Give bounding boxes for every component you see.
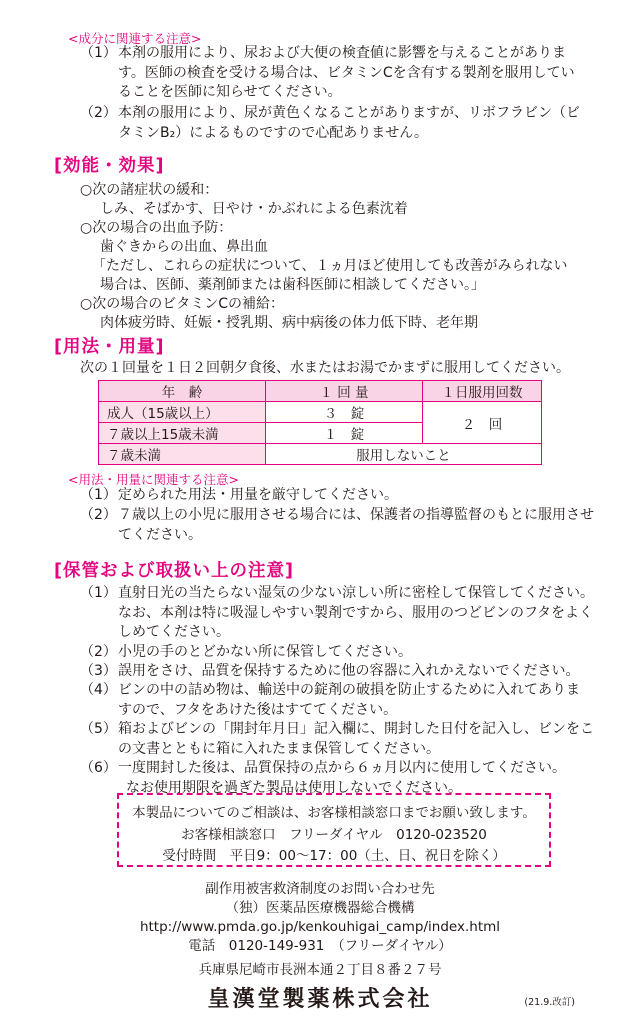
item-number: （4） — [80, 682, 117, 698]
efficacy-line: 場合は、医師、薬剤師または歯科医師に相談してください。」 — [100, 277, 485, 293]
item-number: （3） — [80, 663, 117, 679]
contact-box — [117, 793, 551, 867]
dosage-note-item-2 — [80, 506, 620, 546]
contact-line-2: お客様相談窓口 フリーダイヤル 0120-023520 — [181, 827, 487, 843]
contact-line-3: 受付時間 平日9：00〜17：00（土、日、祝日を除く） — [162, 848, 506, 864]
item-number: （2） — [80, 105, 117, 121]
relief-line-2: （独）医薬品医療機器総合機構 — [225, 900, 415, 916]
efficacy-line: 「ただし、これらの症状について、１ヵ月ほど使用しても改善がみられない — [92, 258, 568, 274]
item-number: （1） — [80, 487, 117, 503]
table-header-daily: １日服用回数 — [423, 381, 542, 402]
ingredient-note-item-1 — [80, 44, 620, 104]
table-cell-age: ７歳以上15歳未満 — [99, 423, 266, 444]
table-cell-dose: ３ 錠 — [266, 402, 423, 423]
dosage-note-item-1 — [80, 486, 620, 506]
table-header-dose: １ 回 量 — [266, 381, 423, 402]
contact-line-1: 本製品についてのご相談は、お客様相談窓口までお願い致します。 — [132, 805, 536, 821]
item-number: （1） — [80, 45, 117, 61]
efficacy-line: 歯ぐきからの出血、鼻出血 — [100, 239, 268, 255]
item-number: （2） — [80, 507, 117, 523]
item-line: の文書とともに箱に入れたまま保管してください。 — [118, 740, 440, 757]
item-line: ることを医師に知らせてください。 — [118, 84, 342, 100]
storage-item-2 — [80, 643, 620, 663]
company-address: 兵庫県尼崎市長洲本通２丁目８番２７号 — [198, 962, 442, 978]
relief-phone: 電話 0120-149-931 （フリーダイヤル） — [188, 938, 452, 954]
item-line: タミンB₂）によるものですので心配ありません。 — [118, 124, 429, 141]
ingredient-note-item-2 — [80, 104, 620, 144]
item-number: （5） — [80, 721, 117, 737]
dosage-note-title: <用法・用量に関連する注意> — [68, 472, 239, 487]
item-line: す。医師の検査を受ける場合は、ビタミンCを含有する製剤を服用してい — [118, 64, 575, 81]
table-cell-daily: ２ 回 — [423, 402, 542, 444]
storage-item-5 — [80, 720, 620, 760]
item-line: 箱およびビンの「開封年月日」記入欄に、開封した日付を記入し、ビンをこ — [118, 721, 594, 737]
efficacy-line: ○次の諸症状の緩和： — [80, 182, 219, 198]
efficacy-heading: [効能・効果] — [54, 156, 165, 176]
item-line: すので、フタをあけた後はすててください。 — [118, 701, 398, 718]
item-line: 一度開封した後は、品質保持の点から６ヵ月以内に使用してください。 — [118, 760, 566, 776]
item-line: ７歳以上の小児に服用させる場合には、保護者の指導監督のもとに服用させ — [118, 507, 594, 523]
item-line: しめてください。 — [118, 624, 230, 640]
table-header-age: 年 齢 — [99, 381, 266, 402]
item-number: （6） — [80, 760, 117, 776]
item-line: なお使用期限を過ぎた製品は使用しないでください。 — [126, 779, 462, 796]
table-cell-age: ７歳未満 — [99, 444, 266, 465]
company-name: 皇漢堂製薬株式会社 — [207, 987, 433, 1012]
efficacy-line: しみ、そばかす、日やけ・かぶれによる色素沈着 — [100, 201, 408, 217]
storage-item-1 — [80, 584, 620, 644]
item-line: 誤用をさけ、品質を保持するために他の容器に入れかえないでください。 — [118, 663, 580, 679]
relief-line-1: 副作用被害救済制度のお問い合わせ先 — [205, 881, 435, 897]
item-line: 定められた用法・用量を厳守してください。 — [118, 487, 398, 503]
table-cell-dose: １ 錠 — [266, 423, 423, 444]
efficacy-line: ○次の場合のビタミンCの補給： — [80, 296, 284, 312]
item-line: なお、本剤は特に吸湿しやすい製剤ですから、服用のつどビンのフタをよく — [118, 604, 594, 621]
table-cell-note: 服用しないこと — [266, 444, 542, 465]
efficacy-line: 肉体疲労時、妊娠・授乳期、病中病後の体力低下時、老年期 — [100, 315, 478, 331]
dosage-table — [98, 380, 542, 465]
item-line: てください。 — [118, 526, 202, 543]
relief-url[interactable]: http://www.pmda.go.jp/kenkouhigai_camp/index.html — [139, 919, 501, 935]
item-line: 小児の手のとどかない所に保管してください。 — [118, 644, 412, 660]
item-line: 本剤の服用により、尿および大便の検査値に影響を与えることがありま — [118, 45, 566, 61]
item-number: （1） — [80, 585, 117, 601]
ingredient-note-title: <成分に関連する注意> — [68, 31, 202, 46]
item-number: （2） — [80, 644, 117, 660]
dosage-intro: 次の１回量を１日２回朝夕食後、水またはお湯でかまずに服用してください。 — [80, 360, 570, 376]
storage-item-4 — [80, 681, 620, 721]
item-line: 本剤の服用により、尿が黄色くなることがありますが、リボフラビン（ビ — [118, 105, 580, 121]
storage-heading: [保管および取扱い上の注意] — [54, 561, 294, 581]
revision-date: (21.9.改訂) — [524, 997, 575, 1008]
storage-item-3 — [80, 662, 620, 682]
dosage-heading: [用法・用量] — [54, 337, 165, 357]
table-cell-age: 成人（15歳以上） — [99, 402, 266, 423]
efficacy-line: ○次の場合の出血予防： — [80, 220, 233, 236]
item-line: 直射日光の当たらない湿気の少ない涼しい所に密栓して保管してください。 — [118, 585, 594, 601]
item-line: ビンの中の詰め物は、輸送中の錠剤の破損を防止するために入れてありま — [118, 682, 580, 698]
